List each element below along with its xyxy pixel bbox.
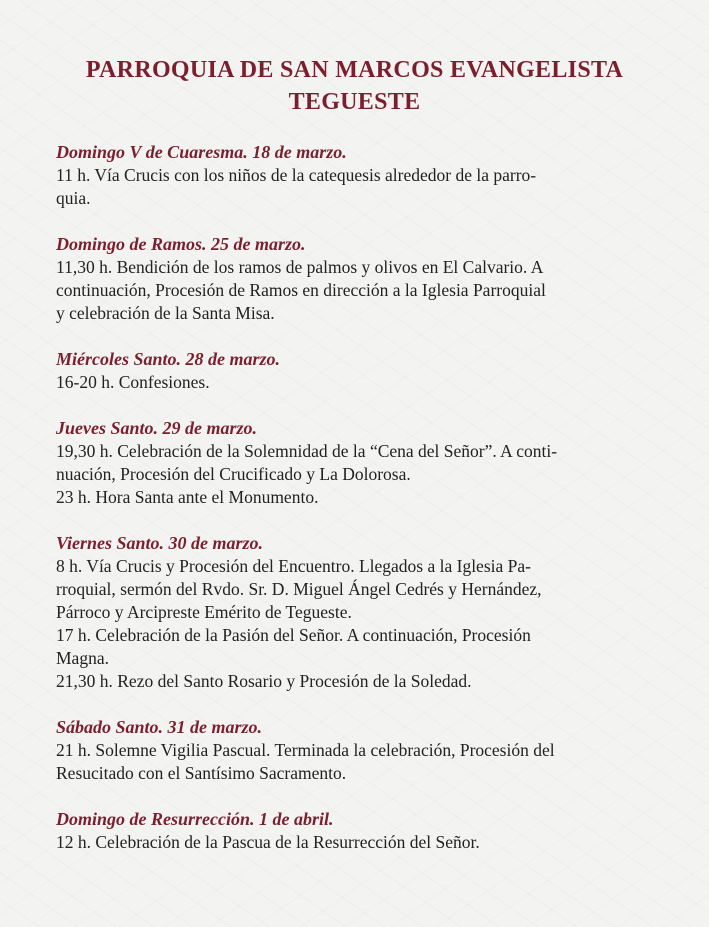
event-domingo-ramos [56,232,640,325]
event-title: Jueves Santo. 29 de marzo. [56,418,258,438]
event-line: 21,30 h. Rezo del Santo Rosario y Procesión de la Soledad. [56,671,472,691]
event-sabado-santo [56,715,640,785]
event-domingo-v-cuaresma [56,140,640,210]
event-line: 11 h. Vía Crucis con los niños de la catequesis alrededor de la parro- [56,165,537,185]
event-title: Viernes Santo. 30 de marzo. [56,533,264,553]
event-line: continuación, Procesión de Ramos en dirección a la Iglesia Parroquial [56,280,546,300]
event-viernes-santo [56,531,640,693]
event-jueves-santo [56,416,640,509]
event-line: Párroco y Arcipreste Emérito de Tegueste. [56,602,352,622]
event-line: 11,30 h. Bendición de los ramos de palmos y olivos en El Calvario. A [56,257,544,277]
event-line: quia. [56,188,91,208]
event-title: Miércoles Santo. 28 de marzo. [56,349,281,369]
event-line: 23 h. Hora Santa ante el Monumento. [56,487,319,507]
event-line: nuación, Procesión del Crucificado y La Dolorosa. [56,464,411,484]
event-line: 12 h. Celebración de la Pascua de la Resurrección del Señor. [56,832,480,852]
event-line: 8 h. Vía Crucis y Procesión del Encuentro. Llegados a la Iglesia Pa- [56,556,531,576]
event-miercoles-santo [56,347,640,394]
title-line-2: TEGUESTE [288,89,421,115]
event-line: 17 h. Celebración de la Pasión del Señor. A continuación, Procesión [56,625,531,645]
event-line: 21 h. Solemne Vigilia Pascual. Terminada la celebración, Procesión del [56,740,555,760]
event-title: Domingo de Resurrección. 1 de abril. [56,809,334,829]
event-domingo-resurreccion [56,807,640,854]
event-line: y celebración de la Santa Misa. [56,303,275,323]
event-title: Domingo V de Cuaresma. 18 de marzo. [56,142,347,162]
events-list [56,140,640,876]
title-line-1: PARROQUIA DE SAN MARCOS EVANGELISTA [85,57,624,83]
event-line: rroquial, sermón del Rvdo. Sr. D. Miguel Ángel Cedrés y Hernández, [56,579,542,599]
event-line: 19,30 h. Celebración de la Solemnidad de la “Cena del Señor”. A conti- [56,441,558,461]
event-title: Domingo de Ramos. 25 de marzo. [56,234,306,254]
event-line: Magna. [56,648,109,668]
event-title: Sábado Santo. 31 de marzo. [56,717,263,737]
event-line: 16-20 h. Confesiones. [56,372,210,392]
event-line: Resucitado con el Santísimo Sacramento. [56,763,347,783]
